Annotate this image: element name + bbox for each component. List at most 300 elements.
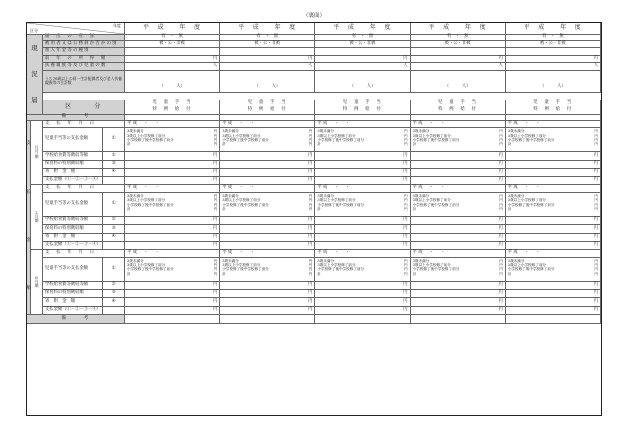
payment-row-number: ① (103, 193, 125, 217)
age-breakdown-cell[interactable] (506, 193, 601, 217)
age-breakdown-label: 小学校修了後中学校修了前分 (412, 202, 460, 207)
kubun-line-special: 特 例 給 付 (152, 106, 192, 112)
page-title: （裏面） (302, 13, 325, 19)
age-breakdown-label: 3歳以上小学校修了前分 (507, 263, 547, 268)
payment-row-number: ④ (103, 234, 125, 242)
payment-amount-value[interactable]: 円 (411, 298, 506, 306)
status-row-label: 被用者又は公務員か否かの別 (43, 41, 125, 48)
status-row-value[interactable]: 円 (315, 56, 410, 63)
kubun-line-allowance: 児 童 手 当 (247, 100, 287, 106)
age-breakdown-line (127, 142, 217, 146)
kubun-value[interactable] (125, 100, 220, 115)
payment-amount-value[interactable]: 円 (506, 307, 601, 315)
payment-amount-value[interactable]: 円 (506, 152, 601, 160)
yen-unit: 円 (594, 258, 598, 263)
yen-unit: 円 (594, 267, 598, 272)
status-section-title-char: 現 (31, 43, 38, 52)
status-row-value[interactable]: 被・公・非被 (315, 41, 410, 48)
payment-date-value[interactable]: 平成 ・ ・ (220, 121, 315, 129)
footer-remarks-value[interactable] (315, 315, 410, 325)
payment-amount-value[interactable]: 円 (411, 242, 506, 250)
age-breakdown-label: 3歳未満分 (412, 258, 430, 263)
age-breakdown-label: 計 (127, 142, 131, 147)
age-breakdown-label: 3歳未満分 (127, 194, 144, 198)
payment-date-value[interactable]: 平成 ・ ・ (125, 121, 220, 129)
age-breakdown-label: 小学校修了後中学校修了前分 (412, 137, 460, 142)
status-row-value[interactable] (220, 48, 315, 55)
age-breakdown-line (508, 272, 598, 276)
payment-row-number (103, 307, 125, 315)
yen-unit: 円 (308, 129, 313, 134)
age-breakdown-line (127, 272, 217, 276)
kubun-line-allowance: 児 童 手 当 (438, 100, 478, 106)
yen-unit: 円 (308, 258, 313, 263)
yen-unit: 円 (308, 133, 313, 138)
corner-header-cell (27, 23, 125, 35)
payment-row-number: ② (103, 282, 125, 290)
yen-unit: 円 (308, 198, 313, 203)
yen-unit: 円 (213, 194, 218, 198)
status-row-value[interactable]: 被・公・非被 (411, 41, 506, 48)
yen-unit: 円 (499, 258, 503, 263)
payment-section-title-char: 金 (26, 237, 31, 243)
status-row-value[interactable]: 円 (220, 56, 315, 63)
age-breakdown-label: 3歳以上小学校修了前分 (127, 263, 166, 268)
payment-amount-value[interactable]: 円 (411, 282, 506, 290)
payment-date-value[interactable]: 平成 ・ ・ (220, 250, 315, 258)
age-breakdown-label: 3歳未満分 (317, 258, 335, 263)
age-breakdown-line (222, 207, 312, 211)
yen-unit: 円 (499, 263, 503, 268)
payment-amount-value[interactable]: 円 (125, 282, 220, 290)
yen-unit: 円 (308, 194, 313, 198)
yen-unit: 円 (499, 129, 503, 134)
period-label-char: 月 (34, 214, 39, 220)
yen-unit: 円 (594, 198, 598, 203)
age-breakdown-cell[interactable] (411, 128, 506, 152)
payment-amount-value[interactable]: 円 (411, 290, 506, 298)
payment-amount-value[interactable]: 円 (220, 217, 315, 225)
payment-amount-value[interactable]: 円 (506, 242, 601, 250)
age-breakdown-line (222, 142, 312, 146)
status-row-value[interactable] (315, 48, 410, 55)
payment-amount-value[interactable]: 円 (125, 290, 220, 298)
yen-unit: 円 (404, 258, 408, 263)
age-breakdown-label: 3歳未満分 (412, 194, 430, 198)
payment-row-label: 寄 附 金 額 (43, 234, 103, 242)
age-breakdown-label: 計 (222, 206, 226, 211)
status-row-value[interactable] (411, 48, 506, 55)
payment-amount-value[interactable]: 円 (411, 225, 506, 233)
age-breakdown-label: 3歳未満分 (127, 129, 144, 134)
corner-year-label: 年度 (113, 22, 121, 28)
payment-row-label: 学校給食費等徴収等額 (43, 152, 103, 160)
status-section-title-char: 況 (31, 69, 38, 78)
status-row-label: 届 出 の 有 無 (43, 35, 125, 41)
yen-unit: 円 (213, 263, 218, 268)
age-breakdown-label: 3歳以上小学校修了前分 (317, 263, 356, 268)
payment-date-value[interactable]: 平成 ・ ・ (125, 185, 220, 193)
kubun-line-special: 特 例 給 付 (438, 106, 478, 112)
payment-amount-value[interactable]: 円 (411, 161, 506, 169)
payment-date-value[interactable]: 平成 ・ ・ (506, 185, 601, 193)
payment-amount-value[interactable]: 円 (125, 225, 220, 233)
kubun-value[interactable] (506, 100, 601, 115)
payment-date-label: 支 払 年 月 日 (43, 185, 125, 193)
yen-unit: 円 (308, 137, 313, 142)
status-row-value[interactable]: 被・公・非被 (506, 41, 601, 48)
status-row-value[interactable]: 被・公・非被 (220, 41, 315, 48)
age-breakdown-label: 3歳以上小学校修了前分 (412, 263, 451, 268)
payment-amount-value[interactable]: 円 (411, 217, 506, 225)
footer-remarks-value[interactable] (220, 315, 315, 325)
payment-date-value[interactable]: 平成 ・ ・ (220, 185, 315, 193)
payment-amount-value[interactable]: 円 (315, 152, 410, 160)
yen-unit: 円 (594, 263, 598, 268)
payment-amount-value[interactable]: 円 (125, 169, 220, 177)
payment-row-number: ④ (103, 298, 125, 306)
payment-amount-value[interactable]: 円 (411, 152, 506, 160)
age-breakdown-label: 小学校修了後中学校修了前分 (222, 202, 269, 207)
payment-amount-value[interactable]: 円 (125, 177, 220, 185)
payment-amount-value[interactable]: 円 (315, 169, 410, 177)
payment-date-value[interactable]: 平成 ・ ・ (315, 121, 410, 129)
yen-unit: 円 (594, 271, 598, 276)
payment-amount-value[interactable]: 円 (315, 217, 410, 225)
yen-unit: 円 (213, 198, 218, 203)
payment-row-number: ③ (103, 290, 125, 298)
yen-unit: 円 (594, 129, 598, 134)
payment-amount-value[interactable]: 円 (411, 169, 506, 177)
age-breakdown-label: 小学校修了後中学校修了前分 (222, 267, 269, 272)
yen-unit: 円 (404, 129, 408, 134)
payment-amount-value[interactable]: 円 (506, 290, 601, 298)
age-breakdown-label: 3歳以上小学校修了前分 (317, 198, 356, 203)
payment-row-label: 寄 附 金 額 (43, 298, 103, 306)
status-row-value[interactable]: （ 人） (411, 71, 506, 93)
period-label-char: 6 (35, 274, 38, 280)
kubun-line-allowance: 児 童 手 当 (342, 100, 383, 106)
age-breakdown-cell[interactable] (411, 193, 506, 217)
payment-amount-value[interactable]: 円 (411, 177, 506, 185)
yen-unit: 円 (308, 206, 313, 211)
kubun-value[interactable] (411, 100, 506, 115)
age-breakdown-cell[interactable] (220, 128, 315, 152)
age-breakdown-label: 3歳以上小学校修了前分 (127, 133, 166, 138)
age-breakdown-label: 小学校修了後中学校修了前分 (317, 267, 365, 272)
age-breakdown-cell[interactable] (125, 128, 220, 152)
year-header[interactable]: 平 成 年 度 (125, 23, 220, 35)
age-breakdown-line (508, 142, 598, 146)
footer-remarks-value[interactable] (411, 315, 506, 325)
age-breakdown-label: 3歳以上小学校修了前分 (222, 198, 261, 203)
age-breakdown-label: 小学校修了後中学校修了前分 (127, 267, 174, 272)
age-breakdown-label: 計 (507, 271, 512, 276)
status-section-title (27, 35, 43, 115)
year-header[interactable]: 平 成 年 度 (315, 23, 410, 35)
age-breakdown-cell[interactable] (506, 128, 601, 152)
age-breakdown-label: 計 (317, 142, 321, 147)
status-row-label: 加入年金等の種別 (43, 48, 125, 55)
yen-unit: 円 (594, 142, 598, 147)
age-breakdown-label: 3歳未満分 (507, 258, 525, 263)
form-page (26, 12, 602, 418)
kubun-line-special: 特 例 給 付 (342, 106, 383, 112)
age-breakdown-cell[interactable] (220, 193, 315, 217)
age-breakdown-cell[interactable] (220, 258, 315, 282)
age-breakdown-label: 3歳未満分 (412, 129, 430, 134)
payment-row-number (103, 177, 125, 185)
status-row-value[interactable]: （ 人） (315, 71, 410, 93)
payment-row-label: 児童手当等の支払金額 (43, 193, 103, 217)
payment-amount-value[interactable]: 円 (125, 161, 220, 169)
period-label-char: 月 (34, 149, 39, 155)
payment-date-value[interactable]: 平成 ・ ・ (411, 250, 506, 258)
status-row-value[interactable]: 人 (506, 63, 601, 70)
yen-unit: 円 (499, 202, 503, 207)
kubun-line-allowance: 児 童 手 当 (533, 100, 573, 106)
footer-remarks-value[interactable] (506, 315, 601, 325)
payment-amount-value[interactable]: 円 (315, 282, 410, 290)
payment-amount-value[interactable]: 円 (315, 234, 410, 242)
yen-unit: 円 (213, 133, 218, 138)
status-row-value[interactable]: 有 ・ 無 (315, 35, 410, 41)
status-row-value[interactable]: （ 人） (220, 71, 315, 93)
age-breakdown-line (413, 142, 503, 146)
payment-date-value[interactable]: 平成 ・ ・ (506, 121, 601, 129)
payment-date-label: 支 払 年 月 日 (43, 250, 125, 258)
age-breakdown-label: 小学校修了後中学校修了前分 (127, 202, 174, 207)
payment-row-label: 支払金額（①－②－③－④） (43, 307, 103, 315)
payment-row-label: 保育料の特別徴収額 (43, 225, 103, 233)
payment-date-value[interactable]: 平成 ・ ・ (315, 250, 410, 258)
yen-unit: 円 (499, 206, 503, 211)
yen-unit: 円 (308, 263, 313, 268)
payment-amount-value[interactable]: 円 (220, 282, 315, 290)
kubun-value[interactable] (315, 100, 410, 115)
payment-amount-value[interactable]: 円 (315, 225, 410, 233)
payment-amount-value[interactable]: 円 (315, 290, 410, 298)
payment-amount-value[interactable]: 円 (315, 242, 410, 250)
age-breakdown-label: 3歳以上小学校修了前分 (127, 198, 166, 203)
payment-date-label: 支 払 年 月 日 (43, 121, 125, 129)
yen-unit: 円 (404, 198, 408, 203)
age-breakdown-cell[interactable] (315, 193, 410, 217)
yen-unit: 円 (404, 263, 408, 268)
age-breakdown-label: 計 (507, 142, 512, 147)
age-breakdown-cell[interactable] (125, 193, 220, 217)
payment-section-title-char: 払 (26, 189, 31, 195)
payment-amount-value[interactable]: 円 (506, 282, 601, 290)
age-breakdown-label: 3歳以上小学校修了前分 (222, 263, 261, 268)
status-row-value[interactable]: 有 ・ 無 (125, 35, 220, 41)
payment-amount-value[interactable]: 円 (125, 298, 220, 306)
age-breakdown-label: 計 (412, 271, 417, 276)
payment-amount-value[interactable]: 円 (506, 298, 601, 306)
year-header[interactable]: 平 成 年 度 (220, 23, 315, 35)
status-row-value[interactable]: 円 (506, 56, 601, 63)
status-row-value[interactable]: 円 (125, 56, 220, 63)
age-breakdown-label: 小学校修了後中学校修了前分 (127, 137, 174, 142)
status-row-value[interactable]: 人 (411, 63, 506, 70)
payment-row-number: ② (103, 152, 125, 160)
payment-amount-value[interactable]: 円 (220, 152, 315, 160)
status-row-value[interactable]: 被・公・非被 (125, 41, 220, 48)
payment-row-label: 寄 附 金 額 (43, 169, 103, 177)
payment-amount-value[interactable]: 円 (125, 307, 220, 315)
payment-amount-value[interactable]: 円 (315, 307, 410, 315)
status-row-value[interactable] (125, 48, 220, 55)
status-section-title-char: 届 (31, 95, 38, 104)
yen-unit: 円 (404, 267, 408, 272)
age-breakdown-line (413, 207, 503, 211)
yen-unit: 円 (594, 202, 598, 207)
payment-amount-value[interactable]: 円 (411, 307, 506, 315)
age-breakdown-label: 計 (127, 271, 131, 276)
yen-unit: 円 (213, 258, 218, 263)
yen-unit: 円 (594, 206, 598, 211)
payment-amount-value[interactable]: 円 (220, 242, 315, 250)
age-breakdown-label: 3歳未満分 (222, 194, 239, 198)
status-row-value[interactable]: 有 ・ 無 (411, 35, 506, 41)
status-row-value[interactable]: 有 ・ 無 (506, 35, 601, 41)
payment-amount-value[interactable]: 円 (125, 217, 220, 225)
age-breakdown-label: 3歳未満分 (222, 129, 239, 134)
payment-amount-value[interactable]: 円 (506, 169, 601, 177)
age-breakdown-label: 3歳未満分 (507, 129, 525, 134)
age-breakdown-label: 小学校修了後中学校修了前分 (507, 202, 555, 207)
status-row-value[interactable]: 人 (315, 63, 410, 70)
status-row-label: 前 年 の 所 得 額 (43, 56, 125, 63)
age-breakdown-label: 3歳未満分 (222, 258, 239, 263)
payment-amount-value[interactable]: 円 (220, 169, 315, 177)
status-row-value[interactable]: 有 ・ 無 (220, 35, 315, 41)
payment-date-value[interactable]: 平成 ・ ・ (315, 185, 410, 193)
payment-row-label: 支払金額（①－②－③－④） (43, 177, 103, 185)
status-row-value[interactable]: （ 人） (125, 71, 220, 93)
yen-unit: 円 (404, 133, 408, 138)
age-breakdown-line (317, 272, 407, 276)
yen-unit: 円 (308, 271, 313, 276)
year-header[interactable]: 平 成 年 度 (506, 23, 601, 35)
payment-date-value[interactable]: 平成 ・ ・ (411, 121, 506, 129)
payment-row-number: ① (103, 128, 125, 152)
yen-unit: 円 (499, 198, 503, 203)
payment-date-value[interactable]: 平成 ・ ・ (125, 250, 220, 258)
status-row-value[interactable] (506, 48, 601, 55)
payment-amount-value[interactable]: 円 (125, 242, 220, 250)
payment-amount-value[interactable]: 円 (220, 161, 315, 169)
footer-remarks-label: 備 考 (27, 315, 125, 325)
payment-amount-value[interactable]: 円 (315, 161, 410, 169)
yen-unit: 円 (308, 142, 313, 147)
payment-date-value[interactable]: 平成 ・ ・ (411, 185, 506, 193)
age-breakdown-cell[interactable] (315, 128, 410, 152)
age-breakdown-cell[interactable] (315, 258, 410, 282)
period-label-char: 月 (34, 144, 39, 150)
status-row-value[interactable]: 円 (411, 56, 506, 63)
payment-amount-value[interactable]: 円 (125, 234, 220, 242)
age-breakdown-label: 3歳未満分 (127, 258, 144, 263)
period-label-char: 期 (34, 283, 39, 289)
yen-unit: 円 (213, 267, 218, 272)
yen-unit: 円 (213, 137, 218, 142)
age-breakdown-label: 小学校修了後中学校修了前分 (507, 267, 555, 272)
payment-row-number: ③ (103, 161, 125, 169)
payment-amount-value[interactable]: 円 (220, 290, 315, 298)
payment-amount-value[interactable]: 円 (220, 307, 315, 315)
age-breakdown-label: 小学校修了後中学校修了前分 (507, 137, 555, 142)
age-breakdown-line (508, 207, 598, 211)
yen-unit: 円 (404, 137, 408, 142)
age-breakdown-label: 3歳以上小学校修了前分 (412, 198, 451, 203)
payment-amount-value[interactable]: 円 (506, 177, 601, 185)
payment-amount-value[interactable]: 円 (506, 234, 601, 242)
payment-row-label: 学校給食費等徴収等額 (43, 282, 103, 290)
payment-amount-value[interactable]: 円 (220, 234, 315, 242)
year-header[interactable]: 平 成 年 度 (411, 23, 506, 35)
yen-unit: 円 (213, 206, 218, 211)
payment-amount-value[interactable]: 円 (125, 152, 220, 160)
payment-date-value[interactable]: 平成 ・ ・ (506, 250, 601, 258)
age-breakdown-cell[interactable] (506, 258, 601, 282)
payment-amount-value[interactable]: 円 (220, 177, 315, 185)
age-breakdown-line (317, 142, 407, 146)
age-breakdown-cell[interactable] (411, 258, 506, 282)
footer-remarks-value[interactable] (125, 315, 220, 325)
payment-row-number (103, 242, 125, 250)
yen-unit: 円 (308, 267, 313, 272)
age-breakdown-label: 3歳以上小学校修了前分 (507, 133, 547, 138)
kubun-label: 区 分 (43, 100, 125, 115)
payment-amount-value[interactable]: 円 (411, 234, 506, 242)
yen-unit: 円 (213, 202, 218, 207)
age-breakdown-label: 3歳未満分 (317, 129, 335, 134)
payment-amount-value[interactable]: 円 (220, 298, 315, 306)
period-label (31, 250, 43, 315)
age-breakdown-label: 計 (317, 271, 321, 276)
yen-unit: 円 (499, 267, 503, 272)
status-row-value[interactable]: （ 人） (506, 71, 601, 93)
age-breakdown-label: 小学校修了後中学校修了前分 (317, 137, 365, 142)
status-row-value[interactable]: 人 (220, 63, 315, 70)
bikou-label: 備 考 (27, 115, 125, 121)
payment-amount-value[interactable]: 円 (506, 225, 601, 233)
yen-unit: 円 (499, 194, 503, 198)
age-breakdown-label: 計 (412, 206, 417, 211)
payment-amount-value[interactable]: 円 (506, 217, 601, 225)
payment-amount-value[interactable]: 円 (315, 177, 410, 185)
yen-unit: 円 (499, 271, 503, 276)
age-breakdown-label: 小学校修了後中学校修了前分 (317, 202, 365, 207)
period-label-char: 期 (34, 218, 39, 224)
yen-unit: 円 (213, 129, 218, 134)
payment-row-label: 支払金額（①－②－③－④） (43, 242, 103, 250)
kubun-line-allowance: 児 童 手 当 (152, 100, 192, 106)
age-breakdown-label: 計 (507, 206, 512, 211)
payment-amount-value[interactable]: 円 (315, 298, 410, 306)
kubun-value[interactable] (220, 100, 315, 115)
age-breakdown-cell[interactable] (125, 258, 220, 282)
status-row-value[interactable]: 人 (125, 63, 220, 70)
payment-row-label: 学校給食費等徴収等額 (43, 217, 103, 225)
yen-unit: 円 (404, 202, 408, 207)
yen-unit: 円 (499, 137, 503, 142)
payment-amount-value[interactable]: 円 (506, 161, 601, 169)
age-breakdown-label: 3歳以上小学校修了前分 (507, 198, 547, 203)
payment-amount-value[interactable]: 円 (220, 225, 315, 233)
period-label (31, 121, 43, 186)
